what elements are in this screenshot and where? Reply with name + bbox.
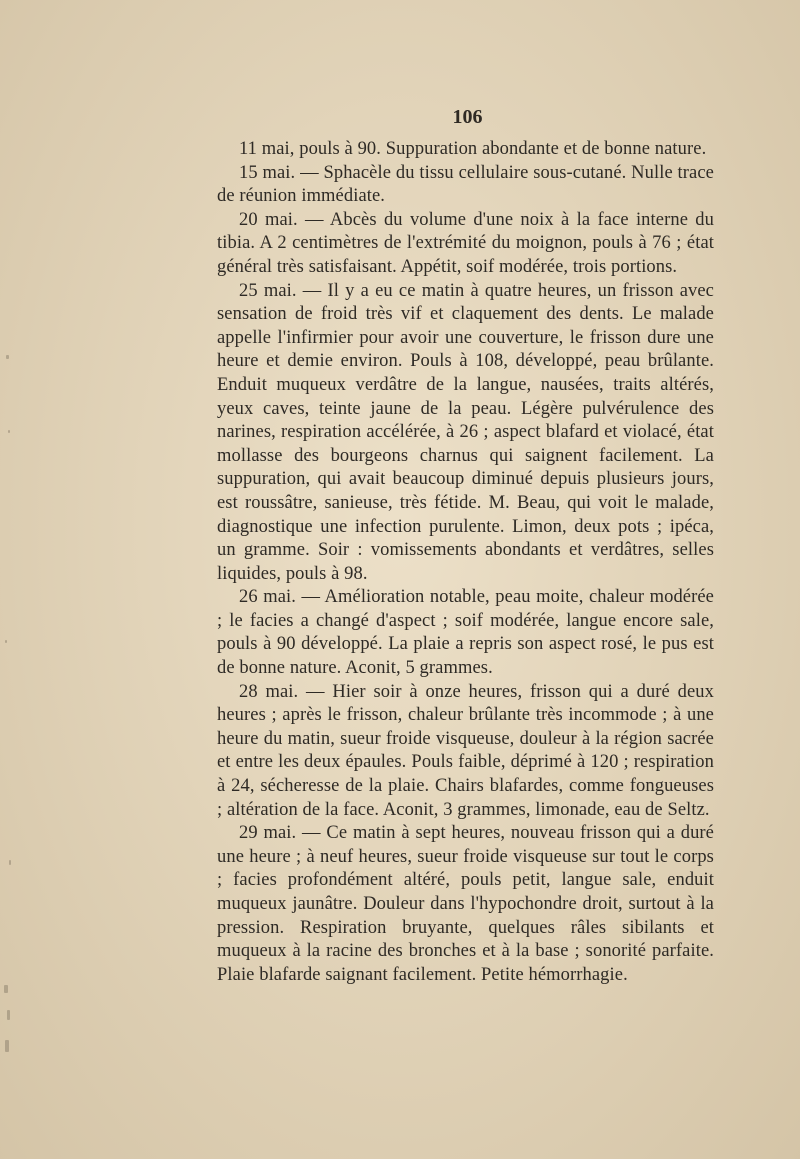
entry-20-mai: 20 mai. — Abcès du volume d'une noix à la face interne du tibia. A 2 centimètres de l'extrémité du moignon, pouls à 76 ; état général très satisfaisant. Appétit, soif modérée, trois portions. bbox=[217, 209, 714, 277]
entry-25-mai: 25 mai. — Il y a eu ce matin à quatre heures, un frisson avec sensation de froid très vif et claquement des dents. Le malade appelle l'infirmier pour avoir une couverture, le frisson dure une heure et demie environ. Pouls à 108, développé, peau brûlante. Enduit muqueux verdâtre de la langue, nausées, traits altérés, yeux caves, teinte jaune de la peau. Légère pulvérulence des narines, respiration accélérée, à 26 ; aspect blafard et violacé, état mollasse des bourgeons charnus qui saignent facilement. La suppuration, qui avait beaucoup diminué depuis plusieurs jours, est roussâtre, sanieuse, très fétide. M. Beau, qui voit le malade, diagnostique une infection purulente. Limon, deux pots ; ipéca, un gramme. Soir : vomissements abondants et verdâtres, selles liquides, pouls à 98. bbox=[217, 280, 714, 584]
body-text bbox=[217, 138, 714, 987]
page-number: 106 bbox=[452, 106, 483, 128]
entry-11-mai: 11 mai, pouls à 90. Suppuration abondante et de bonne nature. bbox=[239, 139, 707, 159]
entry-29-mai: 29 mai. — Ce matin à sept heures, nouveau frisson qui a duré une heure ; à neuf heures, sueur froide visqueuse sur tout le corps ; facies profondément altéré, pouls petit, langue sale, enduit muqueux jaunâtre. Douleur dans l'hypochondre droit, surtout à la pression. Respiration bruyante, quelques râles sibilants et muqueux à la racine des bronches et à la base ; sonorité parfaite. Plaie blafarde saignant facilement. Petite hémorrhagie. bbox=[217, 823, 714, 985]
entry-28-mai: 28 mai. — Hier soir à onze heures, frisson qui a duré deux heures ; après le frisson, chaleur brûlante très incommode ; à une heure du matin, sueur froide visqueuse, douleur à la région sacrée et entre les deux épaules. Pouls faible, déprimé à 120 ; respiration à 24, sécheresse de la plaie. Chairs blafardes, comme fongueuses ; altération de la face. Aconit, 3 grammes, limonade, eau de Seltz. bbox=[217, 681, 714, 820]
entry-26-mai: 26 mai. — Amélioration notable, peau moite, chaleur modérée ; le facies a changé d'aspect ; soif modérée, langue encore sale, pouls à 90 développé. La plaie a repris son aspect rosé, le pus est de bonne nature. Aconit, 5 grammes. bbox=[217, 587, 714, 679]
left-margin-stains bbox=[0, 0, 30, 1159]
entry-15-mai: 15 mai. — Sphacèle du tissu cellulaire sous-cutané. Nulle trace de réunion immédiate. bbox=[217, 162, 714, 207]
